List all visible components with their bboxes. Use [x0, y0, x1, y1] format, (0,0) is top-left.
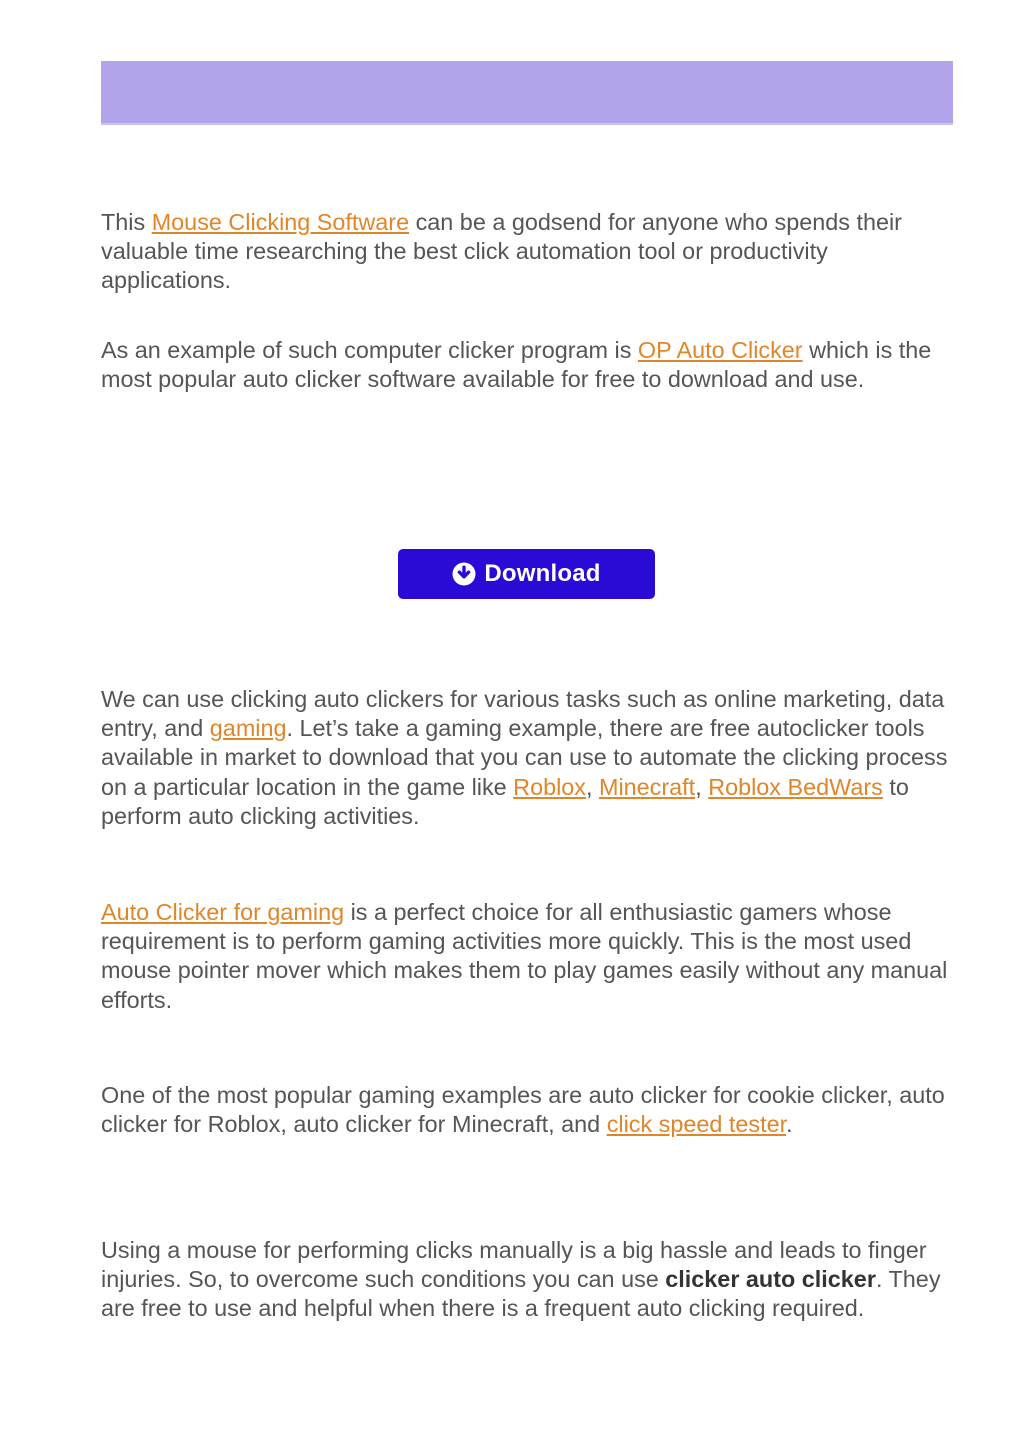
download-button[interactable] [398, 549, 655, 599]
paragraph-text: . [786, 1111, 793, 1138]
paragraph-text: One of the most popular gaming examples are auto clicker for cookie clicker, auto clicker for Roblox, auto clicker for Minecraft, and [101, 1082, 945, 1138]
paragraph-text: . They are free to use and helpful when there is a frequent auto clicking required. [101, 1266, 941, 1322]
download-circle-icon [452, 562, 476, 586]
op-auto-clicker-link[interactable]: OP Auto Clicker [637, 337, 803, 363]
roblox-bedwars-link[interactable]: Roblox BedWars [708, 773, 883, 800]
minecraft-link[interactable]: Minecraft [598, 773, 696, 800]
conclusion-paragraph [101, 1236, 956, 1324]
download-button-label: Download [484, 560, 601, 587]
example-paragraph [101, 336, 956, 394]
gaming-link[interactable]: gaming [209, 715, 287, 742]
paragraph-text: , [695, 773, 709, 800]
header-banner [101, 61, 953, 125]
paragraph-text: Using a mouse for performing clicks manually is a big hassle and leads to finger injuries. So, to overcome such conditions you can use [101, 1237, 927, 1293]
paragraph-text: is a perfect choice for all enthusiastic gamers whose requirement is to perform gaming activities more quickly. This is the most used mouse pointer mover which makes them to play games easily without any manual efforts. [101, 899, 948, 1013]
paragraph-text: to perform auto clicking activities. [101, 773, 909, 829]
gaming-paragraph [101, 898, 956, 1015]
uses-paragraph [101, 685, 956, 831]
paragraph-text: can be a godsend for anyone who spends their valuable time researching the best click automation tool or productivity applications. [101, 209, 902, 294]
intro-paragraph [101, 208, 956, 296]
examples-paragraph [101, 1081, 956, 1139]
bold-keyword: clicker auto clicker [665, 1266, 876, 1293]
roblox-link[interactable]: Roblox [513, 773, 586, 800]
paragraph-text: . Let’s take a gaming example, there are free autoclicker tools available in market to download that you can use to automate the clicking process on a particular location in the game like [101, 715, 948, 800]
paragraph-text: We can use clicking auto clickers for various tasks such as online marketing, data entry, and [101, 686, 945, 742]
auto-clicker-for-gaming-link[interactable]: Auto Clicker for gaming [101, 899, 345, 925]
mouse-clicking-software-link[interactable]: Mouse Clicking Software [151, 209, 410, 235]
paragraph-text: This [101, 209, 152, 235]
click-speed-tester-link[interactable]: click speed tester [606, 1111, 787, 1138]
paragraph-text: As an example of such computer clicker program is [101, 337, 638, 363]
paragraph-text: which is the most popular auto clicker software available for free to download and use. [101, 337, 932, 393]
paragraph-text: , [585, 773, 599, 800]
